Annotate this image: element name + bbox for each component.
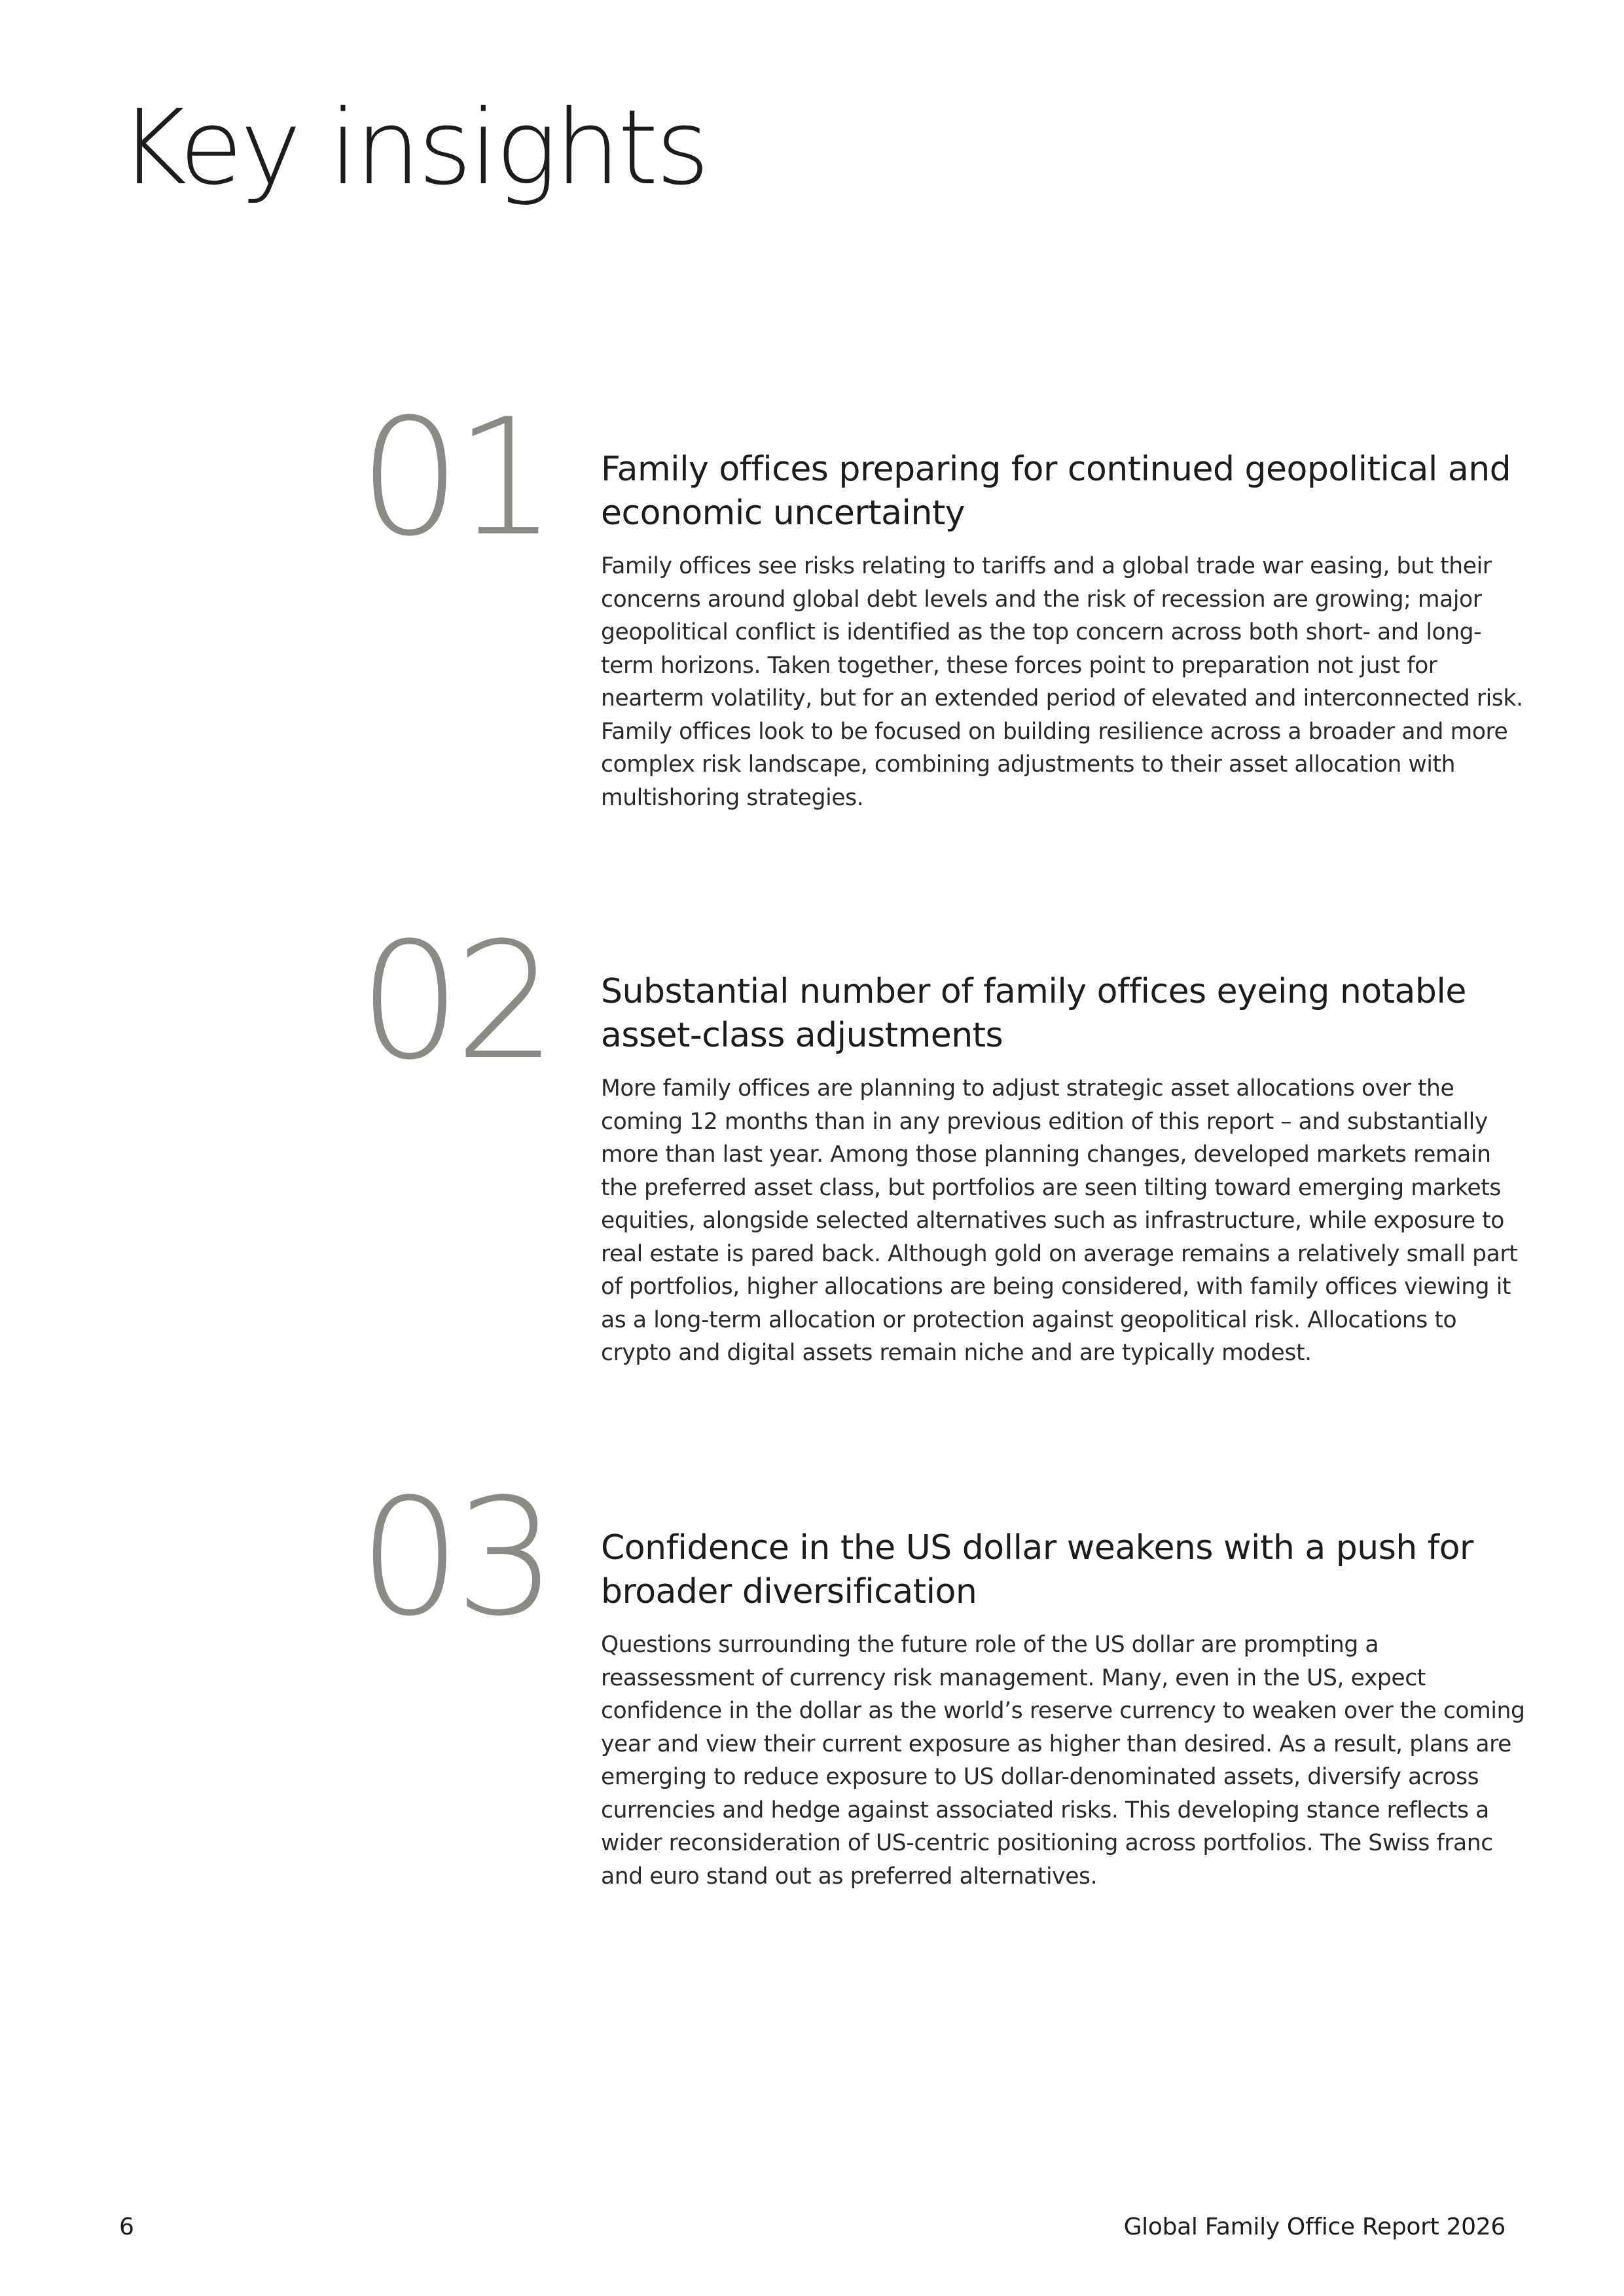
insight-heading: Confidence in the US dollar weakens with a push for broader diversification	[601, 1528, 1473, 1611]
insight-body: More family offices are planning to adjust strategic asset allocations over the coming 12 months than in any previous edition of this report – and substantially more than last year. Among those planning changes, developed markets remain the preferred asset class, but portfolios are seen tilting toward emerging markets equities, alongside selected alternatives such as infrastructure, while exposure to real estate is pared back. Although gold on average remains a relatively small part of portfolios, higher allocations are being considered, with family offices viewing it as a long-term allocation or protection against geopolitical risk. Allocations to crypto and digital assets remain niche and are typically modest.	[601, 1075, 1518, 1366]
footer-report-title: Global Family Office Report 2026	[1123, 2214, 1506, 2240]
insight-heading: Family offices preparing for continued geopolitical and economic uncertainty	[601, 450, 1511, 533]
insight-body: Questions surrounding the future role of the US dollar are prompting a reassessment of currency risk management. Many, even in the US, expect confidence in the dollar as the world’s reserve currency to weaken over the coming year and view their current exposure as higher than desired. As a result, plans are emerging to reduce exposure to US dollar-denominated assets, diversify across currencies and hedge against associated risks. This developing stance reflects a wider reconsideration of US-centric positioning across portfolios. The Swiss franc and euro stand out as preferred alternatives.	[601, 1632, 1525, 1890]
insight-body: Family offices see risks relating to tariffs and a global trade war easing, but their concerns around global debt levels and the risk of recession are growing; major geopolitical conflict is identified as the top concern across both short- and long-term horizons. Taken together, these forces point to preparation not just for nearterm volatility, but for an extended period of elevated and interconnected risk. Family offices look to be focused on building resilience across a broader and more complex risk landscape, combining adjustments to their asset allocation with multishoring strategies.	[601, 553, 1523, 811]
page-title: Key insights	[119, 88, 708, 208]
insight-number: 01	[359, 385, 551, 572]
footer-page-number: 6	[119, 2214, 134, 2240]
insight-number: 03	[359, 1465, 551, 1652]
insight-heading: Substantial number of family offices eyeing notable asset-class adjustments	[601, 972, 1466, 1055]
insight-number: 02	[359, 908, 551, 1096]
